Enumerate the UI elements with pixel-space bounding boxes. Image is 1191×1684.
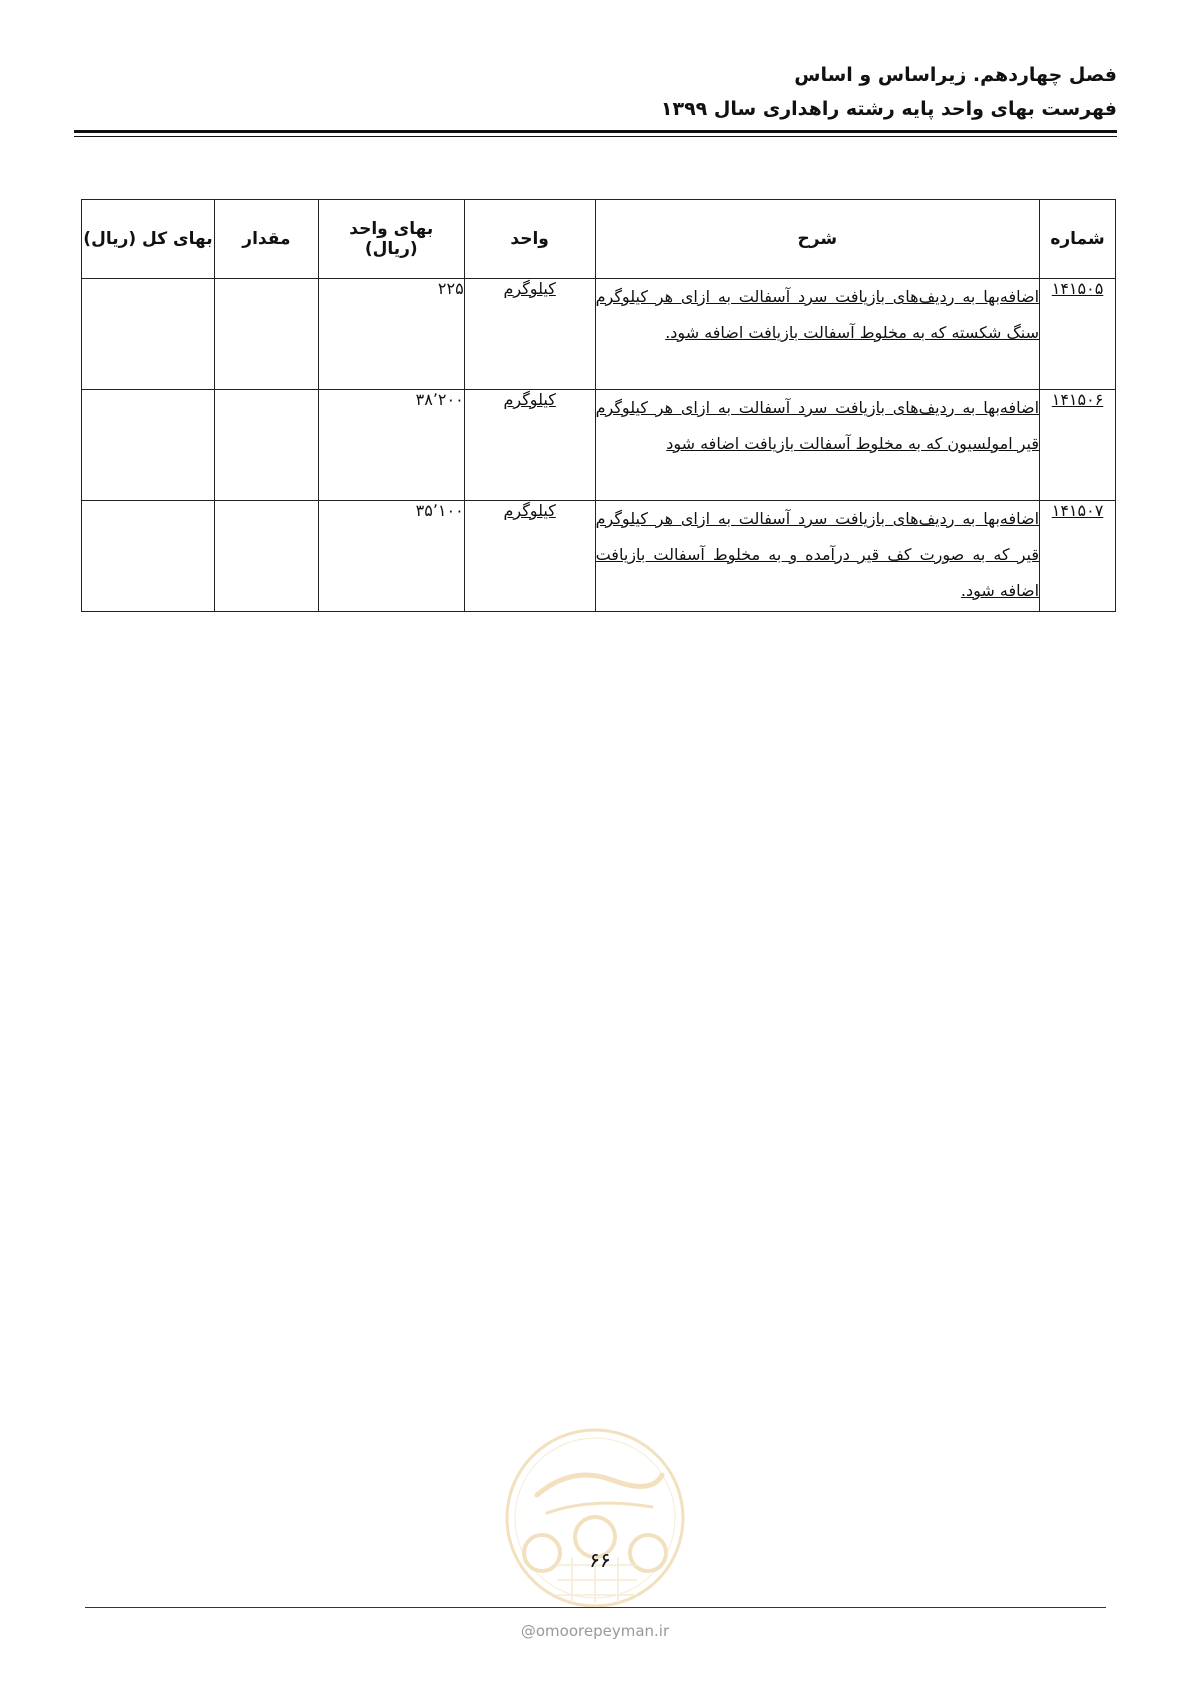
omoorepeyman-logo-watermark [502, 1425, 688, 1615]
item-quantity [214, 279, 318, 390]
item-description-cell [595, 390, 1039, 501]
item-unit: کیلوگرم [503, 501, 556, 520]
item-unit-cell [464, 501, 595, 612]
item-description-cell [595, 501, 1039, 612]
item-description-cell [595, 279, 1039, 390]
page-header [74, 58, 1117, 126]
item-unit-price: ۲۲۵ [318, 279, 464, 390]
table-header-row [82, 200, 1116, 279]
item-description: اضافه‌بها به ردیف‌های بازیافت سرد آسفالت به ازای هر کیلوگرم سنگ شکسته که به مخلوط آسفالت بازیافت اضافه شود. [595, 287, 1040, 342]
item-number-cell [1040, 390, 1116, 501]
footer-divider [85, 1607, 1106, 1608]
item-unit: کیلوگرم [503, 390, 556, 409]
item-number-cell [1040, 279, 1116, 390]
website-watermark: @omoorepeyman.ir [520, 1622, 670, 1640]
page-number: ۶۶ [589, 1548, 611, 1572]
item-number: ۱۴۱۵۰۵ [1051, 279, 1104, 298]
price-items-table [81, 199, 1116, 612]
col-unit-price-header [318, 200, 464, 279]
item-total [82, 501, 215, 612]
table-row [82, 390, 1116, 501]
item-total [82, 390, 215, 501]
unit-price-header-line1: بهای واحد [349, 219, 434, 239]
col-number-header: شماره [1040, 200, 1116, 279]
chapter-title: فصل چهاردهم. زیراساس و اساس [794, 64, 1117, 86]
col-quantity-header: مقدار [214, 200, 318, 279]
item-unit-price: ۳۸٬۲۰۰ [318, 390, 464, 501]
item-description: اضافه‌بها به ردیف‌های بازیافت سرد آسفالت به ازای هر کیلوگرم قیر که به صورت کف قیر درآمده و به مخلوط آسفالت بازیافت اضافه شود. [595, 509, 1040, 600]
item-unit-cell [464, 390, 595, 501]
item-number-cell [1040, 501, 1116, 612]
col-total-header: بهای کل (ریال) [82, 200, 215, 279]
item-quantity [214, 390, 318, 501]
item-unit-cell [464, 279, 595, 390]
item-total [82, 279, 215, 390]
table-row [82, 279, 1116, 390]
header-divider-thin [74, 136, 1117, 137]
header-divider-thick [74, 130, 1117, 133]
item-description: اضافه‌بها به ردیف‌های بازیافت سرد آسفالت به ازای هر کیلوگرم قیر امولسیون که به مخلوط آسفالت بازیافت اضافه شود [595, 398, 1040, 453]
unit-price-header-line2: (ریال) [364, 239, 418, 259]
price-list-title: فهرست بهای واحد پایه رشته راهداری سال ۱۳۹۹ [660, 98, 1117, 120]
item-quantity [214, 501, 318, 612]
col-description-header: شرح [595, 200, 1039, 279]
col-unit-header: واحد [464, 200, 595, 279]
item-unit-price: ۳۵٬۱۰۰ [318, 501, 464, 612]
table-row [82, 501, 1116, 612]
item-unit: کیلوگرم [503, 279, 556, 298]
item-number: ۱۴۱۵۰۷ [1051, 501, 1104, 520]
item-number: ۱۴۱۵۰۶ [1051, 390, 1104, 409]
